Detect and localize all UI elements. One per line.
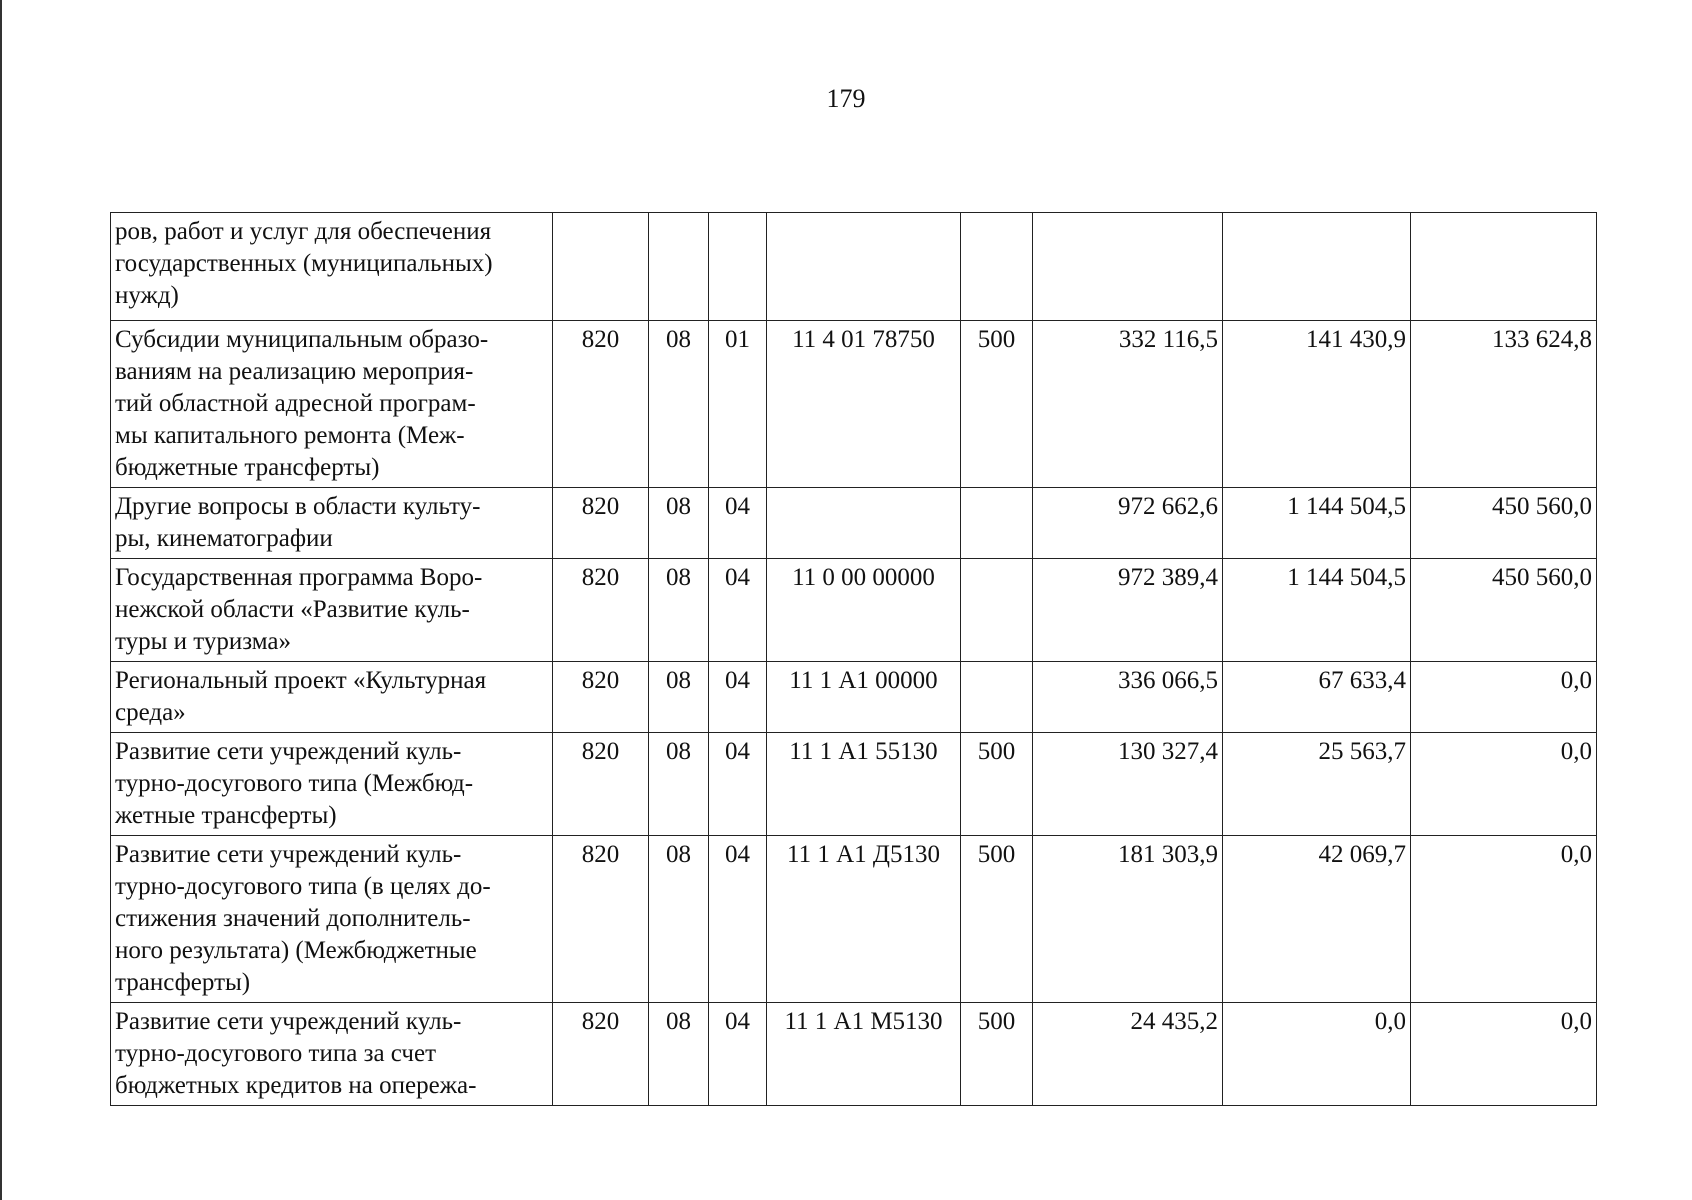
code-pr: 04 [709,836,767,1003]
row-name-line: жетные трансферты) [115,802,337,829]
code-vr [961,213,1033,321]
row-name-line: Развитие сети учреждений куль- [115,738,462,765]
code-csr: 11 0 00 00000 [767,559,961,662]
row-name-line: турно-досугового типа (Межбюд- [115,770,474,797]
code-csr [767,213,961,321]
code-vr: 500 [961,836,1033,1003]
budget-table-body [111,213,1597,1106]
row-name [111,213,553,321]
code-vr [961,488,1033,559]
table-row [111,213,1597,321]
row-name-line: трансферты) [115,969,251,996]
amount-1: 24 435,2 [1033,1003,1223,1106]
row-name-line: Государственная программа Воро- [115,564,483,591]
code-csr: 11 1 А1 М5130 [767,1003,961,1106]
row-name-line: турно-досугового типа (в целях до- [115,873,491,900]
amount-3: 450 560,0 [1411,488,1597,559]
row-name-line: Субсидии муниципальным образо- [115,326,489,353]
row-name-line: ного результата) (Межбюджетные [115,937,477,964]
code-pr: 04 [709,733,767,836]
code-csr: 11 1 А1 00000 [767,662,961,733]
code-vr [961,662,1033,733]
code-ved: 820 [553,733,649,836]
code-csr: 11 4 01 78750 [767,321,961,488]
code-rz [649,213,709,321]
amount-1: 336 066,5 [1033,662,1223,733]
row-name-line: Другие вопросы в области культу- [115,493,481,520]
table-row [111,488,1597,559]
table-row [111,321,1597,488]
table-row [111,836,1597,1003]
row-name [111,559,553,662]
table-row [111,733,1597,836]
budget-table [110,212,1597,1106]
amount-3: 0,0 [1411,1003,1597,1106]
amount-1: 972 662,6 [1033,488,1223,559]
code-ved: 820 [553,488,649,559]
row-name-line: бюджетных кредитов на опережа- [115,1072,477,1099]
code-ved: 820 [553,559,649,662]
code-vr [961,559,1033,662]
code-vr: 500 [961,1003,1033,1106]
row-name-line: стижения значений дополнитель- [115,905,471,932]
row-name-line: Развитие сети учреждений куль- [115,841,462,868]
code-pr: 04 [709,662,767,733]
code-ved [553,213,649,321]
row-name [111,321,553,488]
row-name [111,488,553,559]
code-csr: 11 1 А1 Д5130 [767,836,961,1003]
code-vr: 500 [961,321,1033,488]
code-csr: 11 1 А1 55130 [767,733,961,836]
amount-3: 0,0 [1411,836,1597,1003]
amount-2: 25 563,7 [1223,733,1411,836]
row-name [111,733,553,836]
row-name-line: Развитие сети учреждений куль- [115,1008,462,1035]
table-row [111,662,1597,733]
amount-3: 450 560,0 [1411,559,1597,662]
amount-1: 972 389,4 [1033,559,1223,662]
amount-1: 332 116,5 [1033,321,1223,488]
amount-1: 181 303,9 [1033,836,1223,1003]
amount-3: 133 624,8 [1411,321,1597,488]
amount-2: 1 144 504,5 [1223,488,1411,559]
code-rz: 08 [649,1003,709,1106]
amount-1: 130 327,4 [1033,733,1223,836]
code-rz: 08 [649,836,709,1003]
row-name-line: государственных (муниципальных) [115,250,493,277]
code-vr: 500 [961,733,1033,836]
row-name-line: Региональный проект «Культурная [115,667,487,694]
page-number: 179 [826,84,866,113]
row-name [111,836,553,1003]
amount-2: 0,0 [1223,1003,1411,1106]
code-rz: 08 [649,488,709,559]
row-name-line: ваниям на реализацию мероприя- [115,358,474,385]
row-name-line: среда» [115,699,186,726]
page-left-edge [0,0,2,1200]
code-pr [709,213,767,321]
amount-2: 42 069,7 [1223,836,1411,1003]
row-name-line: ров, работ и услуг для обеспечения [115,218,492,245]
row-name-line: бюджетные трансферты) [115,454,380,481]
code-ved: 820 [553,662,649,733]
row-name [111,1003,553,1106]
row-name [111,662,553,733]
code-pr: 04 [709,1003,767,1106]
amount-3: 0,0 [1411,662,1597,733]
code-pr: 01 [709,321,767,488]
code-rz: 08 [649,559,709,662]
amount-1 [1033,213,1223,321]
row-name-line: туры и туризма» [115,628,292,655]
code-csr [767,488,961,559]
amount-3: 0,0 [1411,733,1597,836]
table-row [111,1003,1597,1106]
code-rz: 08 [649,733,709,836]
row-name-line: нужд) [115,282,179,309]
table-row [111,559,1597,662]
amount-2: 1 144 504,5 [1223,559,1411,662]
code-ved: 820 [553,321,649,488]
amount-2: 141 430,9 [1223,321,1411,488]
amount-2 [1223,213,1411,321]
row-name-line: турно-досугового типа за счет [115,1040,436,1067]
code-pr: 04 [709,559,767,662]
amount-2: 67 633,4 [1223,662,1411,733]
row-name-line: тий областной адресной програм- [115,390,476,417]
code-pr: 04 [709,488,767,559]
amount-3 [1411,213,1597,321]
code-rz: 08 [649,321,709,488]
code-rz: 08 [649,662,709,733]
row-name-line: мы капитального ремонта (Меж- [115,422,465,449]
row-name-line: ры, кинематографии [115,525,333,552]
row-name-line: нежской области «Развитие куль- [115,596,470,623]
code-ved: 820 [553,1003,649,1106]
code-ved: 820 [553,836,649,1003]
